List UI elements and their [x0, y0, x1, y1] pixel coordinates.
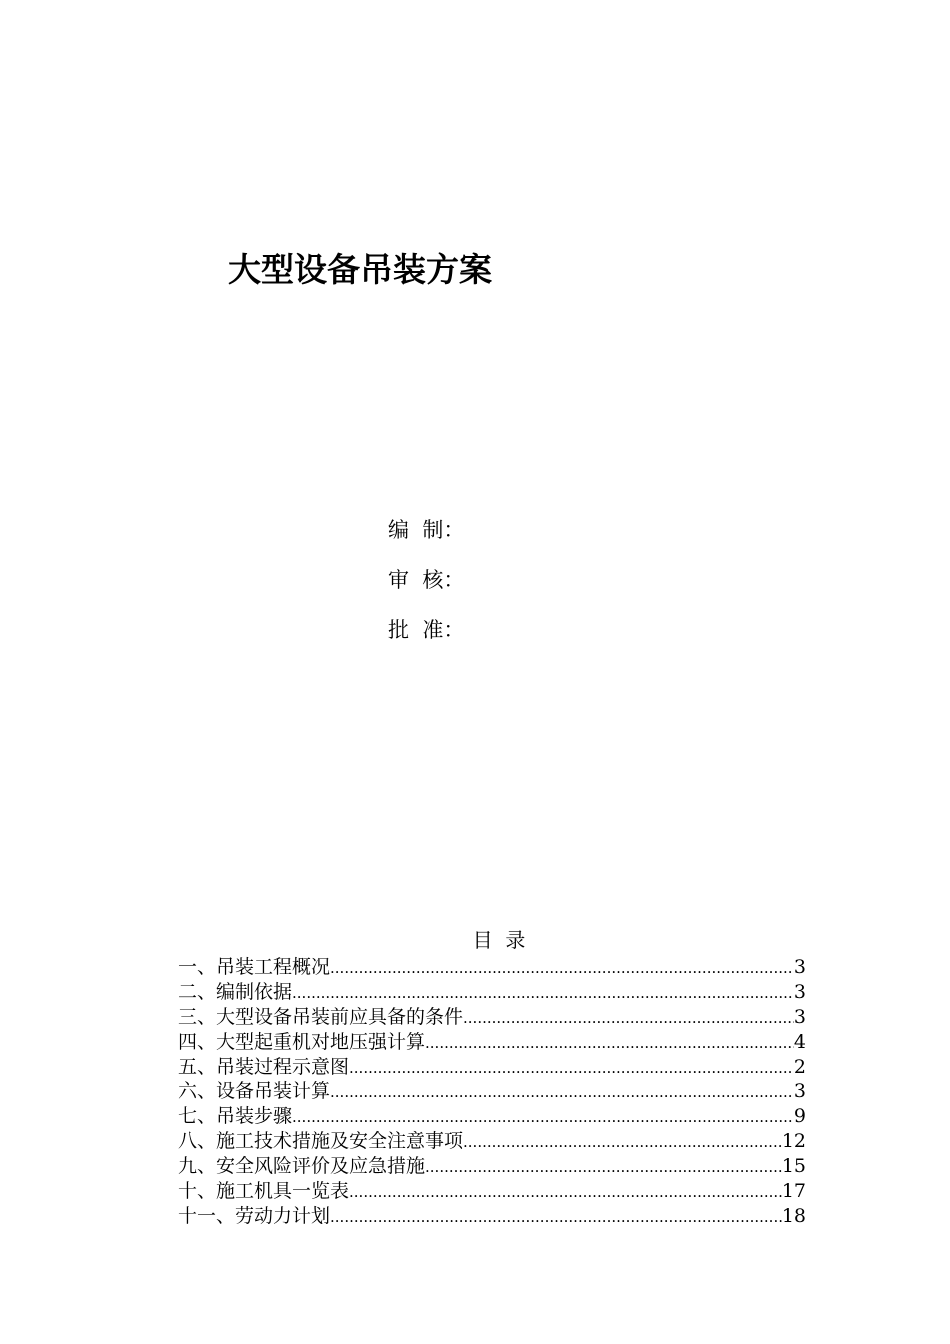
toc-dot-leader [425, 1155, 782, 1180]
toc-entry-page-number: 3 [793, 956, 806, 978]
toc-dot-leader [463, 1130, 782, 1155]
toc-entry[interactable] [178, 1079, 806, 1104]
toc-entry-label: 十一、劳动力计划 [178, 1204, 331, 1227]
toc-entry-label: 五、吊装过程示意图 [178, 1055, 350, 1078]
toc-dot-leader [330, 956, 794, 981]
document-title: 大型设备吊装方案 [228, 250, 492, 289]
toc-entry-label: 一、吊装工程概况 [178, 956, 331, 978]
signoff-label-review: 审 核： [388, 568, 465, 592]
toc-entry-label: 四、大型起重机对地压强计算 [178, 1030, 426, 1053]
toc-entry-page-number: 18 [781, 1204, 806, 1227]
toc-entry[interactable] [178, 1005, 806, 1030]
signoff-row-compile [388, 512, 464, 562]
toc-entry-page-number: 2 [793, 1055, 806, 1078]
toc-entry[interactable] [178, 1030, 806, 1055]
toc-entry-label: 七、吊装步骤 [178, 1105, 293, 1128]
toc-entry-label: 六、设备吊装计算 [178, 1080, 331, 1103]
toc-entry[interactable] [178, 1154, 806, 1179]
toc-dot-leader [463, 1006, 794, 1031]
toc-entry-label: 八、施工技术措施及安全注意事项 [178, 1130, 464, 1153]
toc-entry[interactable] [178, 1055, 806, 1080]
toc-entry-label: 三、大型设备吊装前应具备的条件 [178, 1005, 464, 1028]
toc-entry-label: 十、施工机具一览表 [178, 1180, 350, 1203]
toc-entry-page-number: 3 [793, 1005, 806, 1028]
toc-entry-label: 二、编制依据 [178, 980, 293, 1003]
toc-entry-page-number: 3 [793, 980, 806, 1003]
table-of-contents [178, 925, 806, 1229]
toc-entry[interactable] [178, 1104, 806, 1129]
toc-list [178, 955, 806, 1229]
toc-entry[interactable] [178, 1129, 806, 1154]
signoff-label-approve: 批 准： [388, 618, 465, 642]
toc-dot-leader [425, 1031, 794, 1056]
toc-entry-page-number: 9 [793, 1105, 806, 1128]
signoff-row-approve [388, 612, 464, 662]
toc-heading: 目 录 [472, 928, 526, 952]
toc-entry[interactable] [178, 980, 806, 1005]
toc-dot-leader [349, 1056, 794, 1081]
toc-entry-label: 九、安全风险评价及应急措施 [178, 1155, 426, 1178]
toc-entry[interactable] [178, 1179, 806, 1204]
toc-dot-leader [330, 1205, 782, 1230]
toc-dot-leader [292, 1105, 794, 1130]
toc-entry-page-number: 12 [781, 1130, 806, 1153]
signoff-label-compile: 编 制： [388, 518, 465, 542]
toc-entry-page-number: 15 [781, 1155, 806, 1178]
signoff-row-review [388, 562, 464, 612]
toc-dot-leader [330, 1080, 794, 1105]
toc-entry-page-number: 3 [793, 1080, 806, 1103]
toc-dot-leader [292, 981, 794, 1006]
toc-entry[interactable] [178, 955, 806, 980]
toc-entry[interactable] [178, 1204, 806, 1229]
toc-dot-leader [349, 1180, 782, 1205]
toc-entry-page-number: 4 [793, 1030, 806, 1053]
toc-entry-page-number: 17 [781, 1180, 806, 1203]
signoff-block [388, 512, 464, 662]
